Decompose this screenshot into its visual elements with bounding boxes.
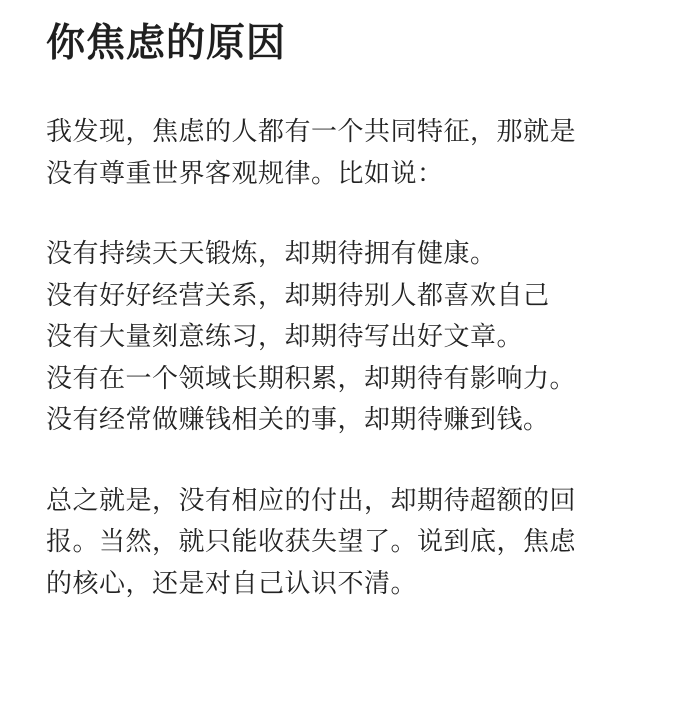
text-line: 总之就是，没有相应的付出，却期待超额的回 [46, 485, 577, 516]
text-line: 我发现，焦虑的人都有一个共同特征，那就是 [46, 117, 577, 147]
paragraph-intro [46, 112, 656, 195]
paragraph-conclusion [46, 481, 656, 606]
text-line: 没有好好经营关系，却期待别人都喜欢自己 [46, 280, 550, 311]
text-line: 没有尊重世界客观规律。比如说： [46, 158, 444, 189]
paragraph-examples [46, 234, 656, 442]
article-title: 你焦虑的原因 [46, 21, 287, 66]
text-line: 没有持续天天锻炼，却期待拥有健康。 [46, 239, 497, 269]
text-line: 的核心，还是对自己认识不清。 [46, 568, 418, 599]
text-line: 没有在一个领域长期积累，却期待有影响力。 [46, 363, 577, 394]
paragraph-gap [46, 195, 656, 234]
paragraph-gap [46, 442, 656, 481]
text-line: 没有经常做赚钱相关的事，却期待赚到钱。 [46, 405, 550, 435]
text-line: 报。当然，就只能收获失望了。说到底，焦虑 [46, 527, 577, 557]
article [46, 14, 656, 605]
text-line: 没有大量刻意练习，却期待写出好文章。 [46, 322, 524, 352]
